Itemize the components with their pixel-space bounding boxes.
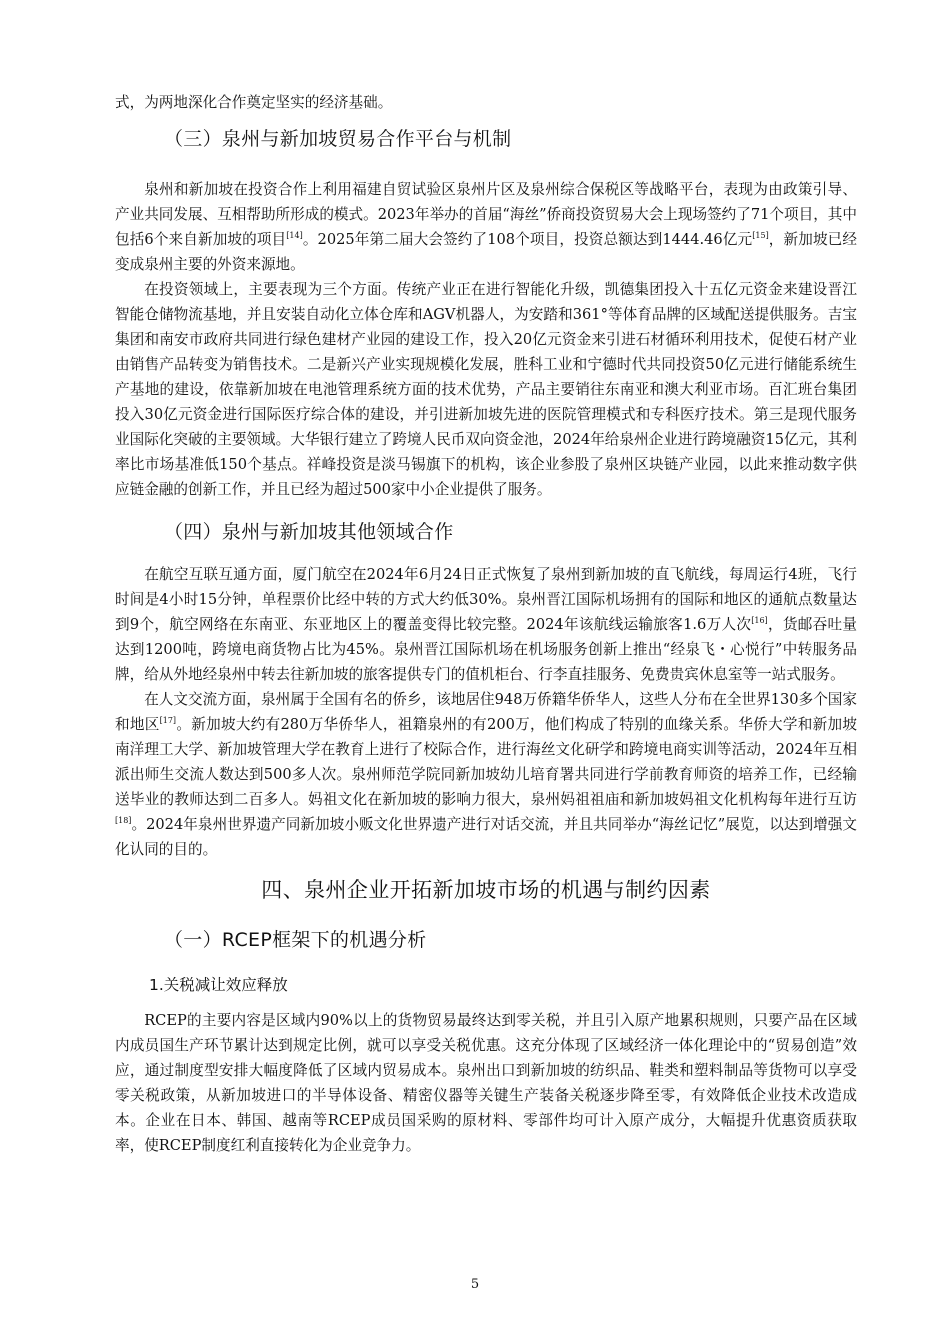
section-4-1-1-paragraph: RCEP的主要内容是区域内90%以上的货物贸易最终达到零关税，并且引入原产地累积规则，只要产品在区域内成员国生产环节累计达到规定比例，就可以享受关税优惠。这充分体现了区域经济一体化理论中的“贸易创造”效应，通过制度型安排大幅度降低了区域内贸易成本。泉州出口到新加坡的纺织品、鞋类和塑料制品等货物可以享受零关税政策，从新加坡进口的半导体设备、精密仪器等关键生产装备关税逐步降至零，有效降低企业技术改造成本。企业在日本、韩国、越南等RCEP成员国采购的原材料、零部件均可计入原产成分，大幅提升优惠资质获取率，使RCEP制度红利直接转化为企业竞争力。 xyxy=(115,1012,857,1154)
section-3-3-paragraph-2: 在投资领域上，主要表现为三个方面。传统产业正在进行智能化升级，凯德集团投入十五亿元资金来建设晋江智能仓储物流基地，并且安装自动化立体仓库和AGV机器人，为安踏和361°等体育品牌的区域配送提供服务。吉宝集团和南安市政府共同进行绿色建材产业园的建设工作，投入20亿元资金来引进石材循环利用技术，促使石材产业由销售产品转变为销售技术。二是新兴产业实现规模化发展，胜科工业和宁德时代共同投资50亿元进行储能系统生产基地的建设，依靠新加坡在电池管理系统方面的技术优势，产品主要销往东南亚和澳大利亚市场。百汇班台集团投入30亿元资金进行国际医疗综合体的建设，并引进新加坡先进的医院管理模式和专科医疗技术。第三是现代服务业国际化突破的主要领域。大华银行建立了跨境人民币双向资金池，2024年给泉州企业进行跨境融资15亿元，其利率比市场基准低150个基点。祥峰投资是淡马锡旗下的机构，该企业参股了泉州区块链产业园，以此来推动数字供应链金融的创新工作，并且已经为超过500家中小企业提供了服务。 xyxy=(115,281,857,498)
section-3-4-heading: （四）泉州与新加坡其他领域合作 xyxy=(164,521,454,543)
section-4-1-1-heading: 1.关税减让效应释放 xyxy=(149,976,288,994)
section-3-4-paragraph-2 xyxy=(115,687,857,862)
section-4-heading: 四、泉州企业开拓新加坡市场的机遇与制约因素 xyxy=(261,878,711,902)
text-run: ，新加坡已经变成泉州主要的外资来源地。 xyxy=(115,231,857,273)
text-run: 。2024年泉州世界遗产同新加坡小贩文化世界遗产进行对话交流，并且共同举办“海丝记忆”展览，以达到增强文化认同的目的。 xyxy=(115,816,857,858)
citation-16[interactable]: [16] xyxy=(751,616,768,625)
section-3-4-paragraph-1 xyxy=(115,562,857,687)
citation-14[interactable]: [14] xyxy=(286,231,303,240)
intro-paragraph: 式，为两地深化合作奠定坚实的经济基础。 xyxy=(115,94,393,111)
section-3-3-paragraph-1 xyxy=(115,177,857,277)
text-run: 在人文交流方面，泉州属于全国有名的侨乡，该地居住948万侨籍华侨华人，这些人分布在全世界130多个国家和地区 xyxy=(115,691,857,733)
citation-17[interactable]: [17] xyxy=(159,716,177,725)
text-run: 。新加坡大约有280万华侨华人，祖籍泉州的有200万，他们构成了特别的血缘关系。华侨大学和新加坡南洋理工大学、新加坡管理大学在教育上进行了校际合作，进行海丝文化研学和跨境电商实训等活动，2024年互相派出师生交流人数达到500多人次。泉州师范学院同新加坡幼儿培育署共同进行学前教育师资的培养工作，已经输送毕业的教师达到二百多人。妈祖文化在新加坡的影响力很大，泉州妈祖祖庙和新加坡妈祖文化机构每年进行互访 xyxy=(115,716,857,808)
text-run: 在航空互联互通方面，厦门航空在2024年6月24日正式恢复了泉州到新加坡的直飞航线，每周运行4班，飞行时间是4小时15分钟，单程票价比经中转的方式大约低30%。泉州晋江国际机场拥有的国际和地区的通航点数量达到9个，航空网络在东南亚、东亚地区上的覆盖变得比较完整。2024年该航线运输旅客1.6万人次 xyxy=(115,566,857,633)
page-number: 5 xyxy=(470,1277,480,1292)
text-run: 泉州和新加坡在投资合作上利用福建自贸试验区泉州片区及泉州综合保税区等战略平台，表现为由政策引导、产业共同发展、互相帮助所形成的模式。2023年举办的首届“海丝”侨商投资贸易大会上现场签约了71个项目，其中包括6个来自新加坡的项目 xyxy=(115,181,857,248)
text-run: ，货邮吞吐量达到1200吨，跨境电商货物占比为45%。泉州晋江国际机场在机场服务创新上推出“经泉飞・心悦行”中转服务品牌，给从外地经泉州中转去往新加坡的旅客提供专门的值机柜台、行李直挂服务、免费贵宾休息室等一站式服务。 xyxy=(115,616,857,683)
section-3-3-heading: （三）泉州与新加坡贸易合作平台与机制 xyxy=(164,128,512,150)
text-run: 。2025年第二届大会签约了108个项目，投资总额达到1444.46亿元 xyxy=(302,231,753,248)
citation-15[interactable]: [15] xyxy=(752,231,769,240)
section-4-1-heading: （一）RCEP框架下的机遇分析 xyxy=(164,929,427,951)
citation-18[interactable]: [18] xyxy=(115,816,132,825)
